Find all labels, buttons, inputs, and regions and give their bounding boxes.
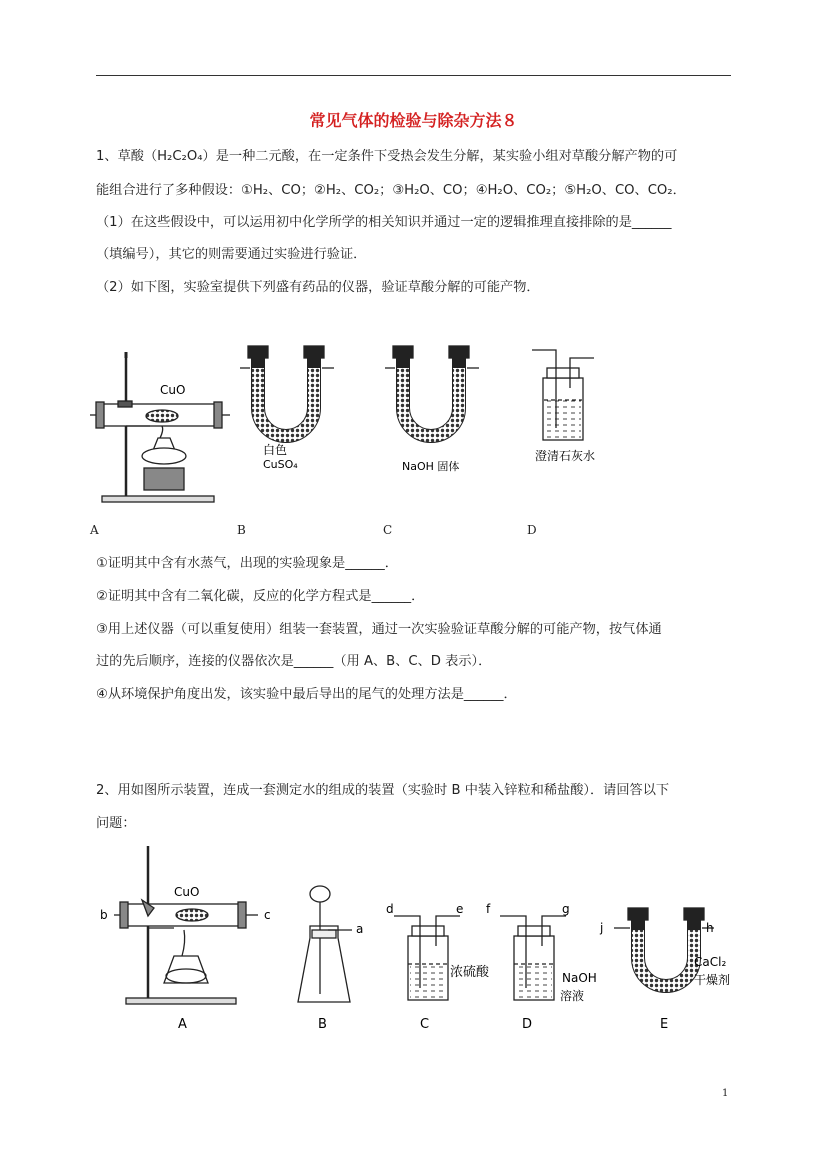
apparatus-c-u-tube (385, 346, 479, 436)
q1-line-2: 能组合进行了多种假设：①H₂、CO；②H₂、CO₂；③H₂O、CO；④H₂O、CO₂；⑤H₂O、CO、CO₂． (96, 183, 686, 198)
apparatus-d-bottle (500, 916, 566, 1000)
apparatus-b-flask (298, 886, 352, 1002)
q2-line-1: 2、用如图所示装置，连成一套测定水的组成的装置（实验时 B 中装入锌粒和稀盐酸）．请回答以下 (96, 783, 670, 798)
q1-line-4: （填编号），其它的则需要通过实验进行验证． (96, 247, 367, 262)
q1-sub-2: ②证明其中含有二氧化碳，反应的化学方程式是______． (96, 589, 425, 604)
q1-sub-4: ④从环境保护角度出发，该实验中最后导出的尾气的处理方法是______． (96, 687, 517, 702)
header-rule (96, 75, 731, 76)
c-label: NaOH 固体 (402, 460, 460, 473)
q1-sub-3a: ③用上述仪器（可以重复使用）组装一套装置，通过一次实验验证草酸分解的可能产物，按气体通 (96, 622, 662, 637)
q1-line-1: 1、草酸（H₂C₂O₄）是一种二元酸，在一定条件下受热会发生分解，某实验小组对草酸分解产物的可 (96, 149, 678, 164)
solution-label: 溶液 (560, 989, 585, 1003)
fig2-label-b: B (318, 1017, 327, 1032)
port-a: a (356, 922, 364, 936)
port-b: b (100, 908, 108, 922)
q1-line-5: （2）如下图，实验室提供下列盛有药品的仪器，验证草酸分解的可能产物． (96, 280, 540, 295)
port-d: d (386, 902, 394, 916)
apparatus-b-u-tube (240, 346, 334, 436)
d-label: 澄清石灰水 (535, 449, 596, 463)
fig1-label-a: A (90, 523, 99, 537)
port-h: h (706, 921, 714, 935)
fig2-label-e: E (660, 1017, 669, 1032)
fig1-label-b: B (237, 523, 246, 537)
fig1-label-d: D (527, 523, 537, 537)
b-label-1: 白色 (263, 443, 288, 457)
port-g: g (562, 902, 570, 916)
apparatus-a-2 (114, 846, 258, 1004)
port-j: j (600, 921, 604, 935)
naoh-label: NaOH (562, 971, 597, 985)
apparatus-c-bottle (394, 916, 460, 1000)
q2-line-2: 问题： (96, 816, 136, 831)
page-title: 常见气体的检验与除杂方法８ (309, 111, 518, 130)
apparatus-d-wash-bottle (532, 350, 594, 440)
b-label-2: CuSO₄ (263, 458, 298, 471)
figure-2 (94, 838, 754, 1038)
cuo-label-2: CuO (174, 885, 200, 899)
apparatus-a (90, 352, 230, 502)
fig2-label-a: A (178, 1017, 187, 1032)
cacl2-label: CaCl₂ (694, 955, 727, 969)
q1-sub-1: ①证明其中含有水蒸气，出现的实验现象是______． (96, 556, 398, 571)
port-f: f (486, 902, 491, 916)
acid-label: 浓硫酸 (450, 965, 490, 980)
fig1-label-c: C (383, 523, 393, 537)
desiccant-label: 干燥剂 (694, 973, 731, 987)
q1-sub-3b: 过的先后顺序，连接的仪器依次是______（用 A、B、C、D 表示）． (96, 654, 492, 669)
figure-1 (90, 338, 610, 508)
cuo-label: CuO (160, 383, 186, 397)
page-number: 1 (722, 1088, 729, 1099)
fig2-label-c: C (420, 1017, 430, 1032)
fig2-label-d: D (522, 1017, 533, 1032)
port-e: e (456, 902, 464, 916)
port-c: c (264, 908, 271, 922)
q1-line-3: （1）在这些假设中，可以运用初中化学所学的相关知识并通过一定的逻辑推理直接排除的是______ (96, 215, 672, 230)
